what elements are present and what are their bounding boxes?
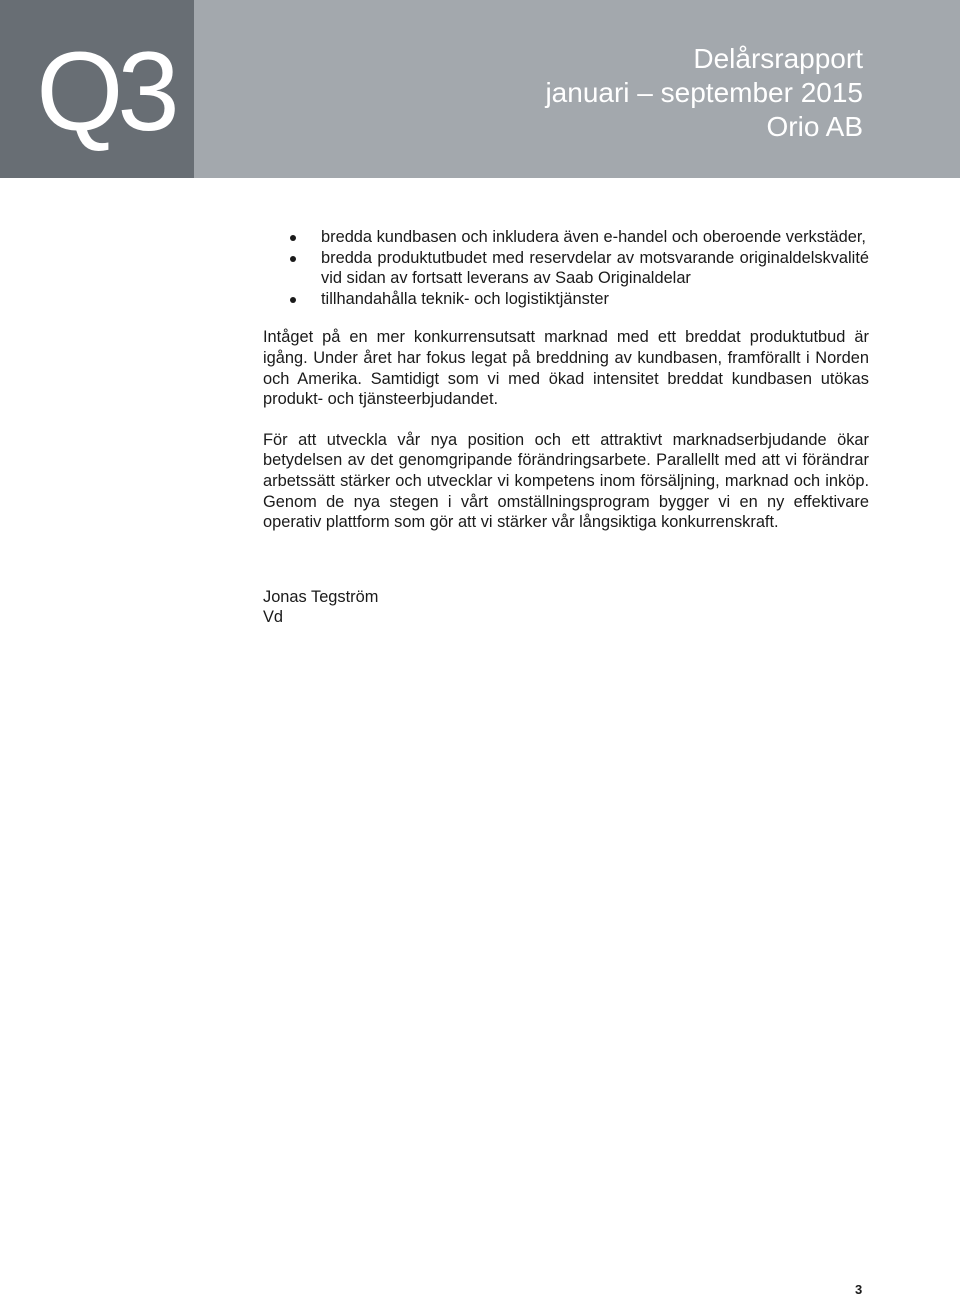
signature-name: Jonas Tegström [263, 587, 379, 606]
paragraph: För att utveckla vår nya position och ett attraktivt marknadserbjudande ökar betydelsen av det genomgripande förändringsarbete. Parallellt med att vi förändrar arbetssätt stärker och utvecklar vi kompetens inom försäljning, marknad och inköp. Genom de nya stegen i vårt omställningsprogram bygger vi en ny effektivare operativ plattform som gör att vi stärker vår långsiktiga konkurrenskraft. [263, 430, 869, 532]
bullet-text: tillhandahålla teknik- och logistiktjänster [321, 289, 609, 308]
bullet-icon [290, 235, 296, 241]
quarter-block [0, 0, 194, 178]
paragraph: Intåget på en mer konkurrensutsatt marknad med ett breddat produktutbud är igång. Under året har fokus legat på breddning av kundbasen, framförallt i Norden och Amerika. Samtidigt som vi med ökad intensitet breddat kundbasen utökas produkt- och tjänsteerbjudandet. [263, 328, 869, 409]
page-number: 3 [855, 1282, 863, 1297]
bullet-text: bredda kundbasen och inkludera även e-handel och oberoende verkstäder, [321, 228, 866, 246]
header-title-block [545, 42, 863, 144]
list-item [263, 248, 869, 289]
bullet-icon [290, 256, 296, 262]
list-item [263, 227, 869, 248]
bullet-text: bredda produktutbudet med reservdelar av motsvarande originaldelskvalité vid sidan av fortsatt leverans av Saab Originaldelar [321, 248, 869, 288]
report-header [0, 0, 960, 178]
bullet-icon [290, 297, 296, 303]
bullet-list [263, 227, 869, 309]
document-body [263, 227, 869, 628]
company-name: Orio AB [766, 111, 863, 142]
signature-block [263, 587, 869, 628]
report-title: Delårsrapport [693, 43, 863, 74]
list-item [263, 289, 869, 310]
report-period: januari – september 2015 [545, 77, 863, 108]
signature-role: Vd [263, 608, 284, 627]
quarter-label: Q3 [36, 29, 174, 154]
